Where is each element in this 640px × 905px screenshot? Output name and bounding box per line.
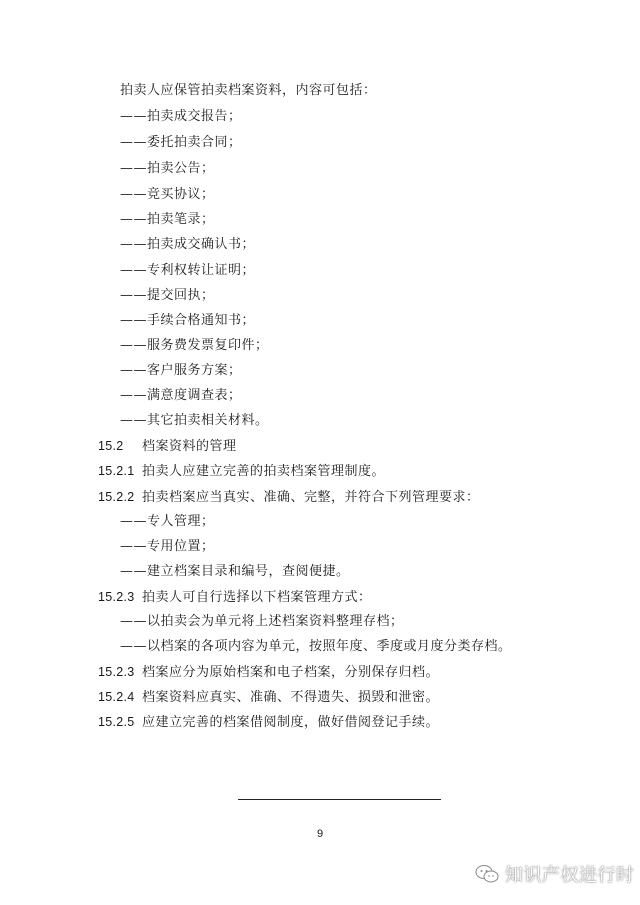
section-heading — [98, 437, 237, 456]
clause-text: 应建立完善的档案借阅制度，做好借阅登记手续。 — [142, 715, 440, 730]
material-item: ——客户服务方案； — [120, 363, 242, 378]
method-item: ——以拍卖会为单元将上述档案资料整理存档； — [120, 614, 404, 629]
page-number: 9 — [316, 828, 324, 840]
footer-divider — [238, 799, 441, 800]
material-item: ——拍卖笔录； — [120, 212, 215, 227]
method-item: ——以档案的各项内容为单元，按照年度、季度或月度分类存档。 — [120, 639, 512, 654]
material-item: ——委托拍卖合同； — [120, 135, 242, 150]
clause — [98, 713, 439, 732]
material-item: ——其它拍卖相关材料。 — [120, 413, 269, 428]
requirement-item: ——建立档案目录和编号，查阅便捷。 — [120, 564, 350, 579]
clause-text: 拍卖档案应当真实、准确、完整，并符合下列管理要求： — [142, 490, 480, 505]
material-item: ——专利权转让证明； — [120, 263, 256, 278]
watermark-text: 知识产权进行时 — [505, 865, 635, 886]
clause-text: 拍卖人应建立完善的拍卖档案管理制度。 — [142, 464, 386, 479]
material-item: ——拍卖成交报告； — [120, 109, 242, 124]
clause — [98, 462, 385, 481]
clause-text: 档案资料应真实、准确、不得遗失、损毁和泄密。 — [142, 690, 440, 705]
clause-text: 档案应分为原始档案和电子档案，分别保存归档。 — [142, 665, 440, 680]
clause — [98, 588, 372, 607]
intro-text: 拍卖人应保管拍卖档案资料，内容可包括： — [120, 83, 377, 98]
clause — [98, 488, 480, 507]
material-item: ——手续合格通知书； — [120, 313, 256, 328]
clause-number: 15.2.2 — [98, 490, 135, 504]
material-item: ——服务费发票复印件； — [120, 338, 269, 353]
material-item: ——拍卖公告； — [120, 161, 215, 176]
clause-number: 15.2.3 — [98, 665, 135, 679]
watermark — [475, 862, 635, 886]
clause-number: 15.2.3 — [98, 590, 135, 604]
clause — [98, 663, 439, 682]
material-item: ——竞买协议； — [120, 187, 215, 202]
wechat-icon — [475, 864, 499, 884]
section-number: 15.2 — [98, 439, 124, 453]
clause-number: 15.2.4 — [98, 690, 135, 704]
clause — [98, 688, 439, 707]
clause-number: 15.2.1 — [98, 464, 135, 478]
requirement-item: ——专用位置； — [120, 539, 215, 554]
material-item: ——提交回执； — [120, 288, 215, 303]
material-item: ——满意度调查表； — [120, 388, 242, 403]
clause-text: 拍卖人可自行选择以下档案管理方式： — [142, 590, 372, 605]
material-item: ——拍卖成交确认书； — [120, 237, 256, 252]
requirement-item: ——专人管理； — [120, 514, 215, 529]
section-title: 档案资料的管理 — [142, 439, 237, 454]
clause-number: 15.2.5 — [98, 715, 135, 729]
